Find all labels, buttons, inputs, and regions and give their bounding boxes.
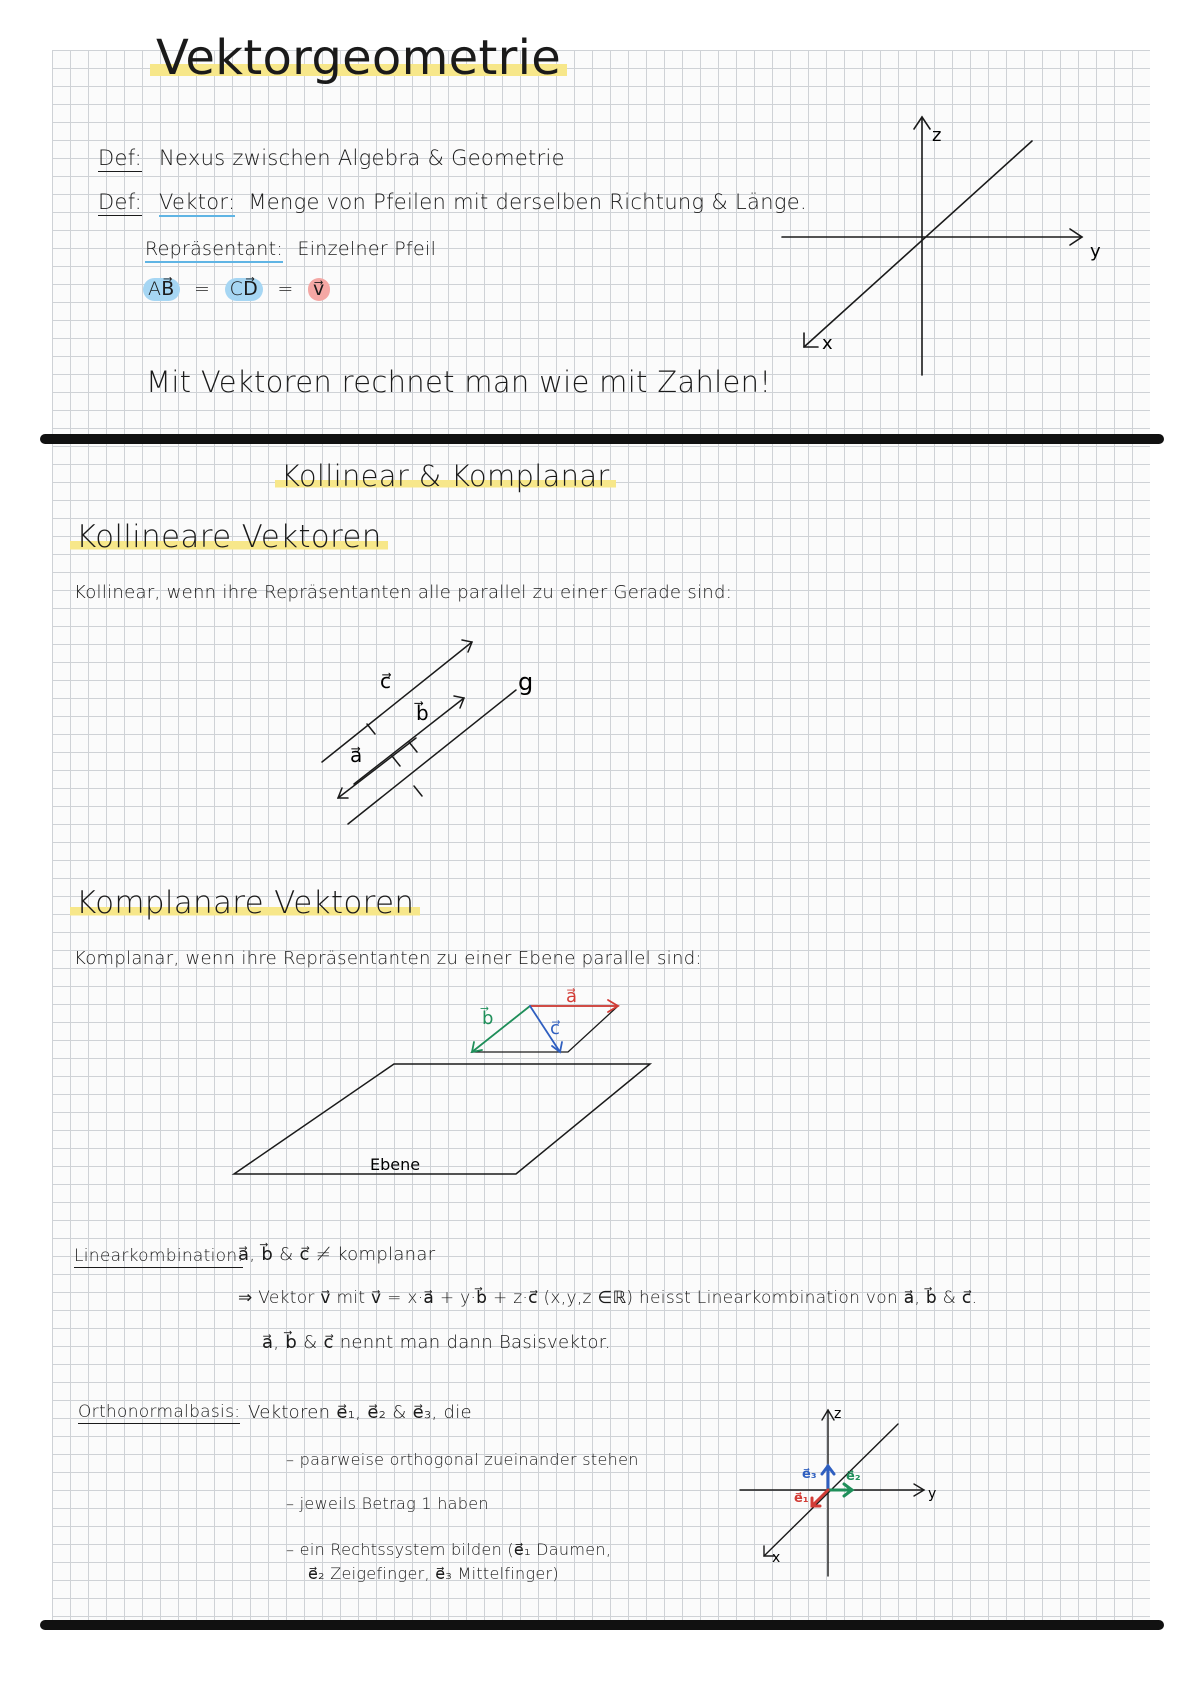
representant-line	[145, 240, 436, 259]
kollinear-text: Kollinear, wenn ihre Repräsentanten alle parallel zu einer Gerade sind:	[74, 582, 733, 603]
equals-sign-1: =	[193, 278, 211, 300]
ortho-bullet-3: – ein Rechtssystem bilden (e⃗₁ Daumen,	[286, 1540, 612, 1559]
rep-text: Einzelner Pfeil	[297, 238, 437, 260]
rep-term: Repräsentant:	[145, 238, 283, 263]
label-e3: e⃗₃	[802, 1467, 817, 1482]
label-b-green: b⃗	[482, 1008, 494, 1029]
def2-label: Def:	[98, 190, 143, 214]
linear-line-2: ⇒ Vektor v⃗ mit v⃗ = x·a⃗ + y·b⃗ + z·c⃗ (x,y,z ∈ℝ) heisst Linearkombination von a⃗, b⃗ & c⃗.	[238, 1288, 978, 1308]
vector-v: v⃗	[308, 278, 330, 301]
plane-ebene	[234, 1064, 650, 1174]
def1-label: Def:	[98, 146, 143, 170]
axis-label-z: z	[932, 125, 942, 146]
vector-equality	[143, 278, 330, 301]
ortho-bullet-4: e⃗₂ Zeigefinger, e⃗₃ Mittelfinger)	[308, 1564, 559, 1583]
vector-cd: CD⃗	[225, 278, 264, 301]
linear-label-text: Linearkombination:	[74, 1246, 244, 1266]
divider-top	[40, 434, 1164, 444]
axis-label-y-small: y	[928, 1486, 937, 1502]
komplanar-text: Komplanar, wenn ihre Repräsentanten zu einer Ebene parallel sind:	[74, 948, 702, 969]
label-ebene: Ebene	[370, 1155, 421, 1174]
orthonormal-axes	[738, 1404, 948, 1584]
page-title: Vektorgeometrie	[150, 34, 567, 82]
x-axis	[804, 141, 1032, 347]
ortho-bullet-2: – jeweils Betrag 1 haben	[286, 1494, 489, 1513]
definition-2	[98, 192, 807, 213]
def2-text: Menge von Pfeilen mit derselben Richtung & Länge.	[248, 190, 807, 214]
linear-line-1: a⃗, b⃗ & c⃗ ≠ komplanar	[238, 1244, 436, 1265]
coordinate-axes-3d	[770, 105, 1110, 385]
label-a: a⃗	[350, 743, 363, 767]
label-b: b⃗	[416, 701, 429, 725]
line-g	[348, 690, 516, 824]
axis-label-x: x	[822, 333, 833, 354]
komplanar-heading: Komplanare Vektoren	[70, 888, 420, 919]
komplanar-diagram	[230, 986, 680, 1190]
kollinear-diagram	[320, 630, 550, 830]
label-g: g	[518, 668, 534, 696]
label-c: c⃗	[380, 669, 391, 693]
axis-label-y: y	[1090, 241, 1101, 262]
vector-b-line	[354, 698, 464, 784]
def1-text: Nexus zwischen Algebra & Geometrie	[159, 146, 565, 170]
divider-bottom	[40, 1620, 1164, 1630]
e-vector-red	[812, 1490, 828, 1506]
label-c-blue: c⃗	[550, 1018, 560, 1039]
equals-sign-2: =	[277, 278, 294, 300]
vector-b-green	[472, 1006, 530, 1052]
axis-label-z-small: z	[834, 1406, 842, 1422]
section-heading: Kollinear & Komplanar	[275, 462, 616, 491]
ortho-label-text: Orthonormalbasis:	[78, 1402, 241, 1422]
definition-1	[98, 148, 565, 169]
ortho-intro: Vektoren e⃗₁, e⃗₂ & e⃗₃, die	[248, 1402, 472, 1423]
remark-text: Mit Vektoren rechnet man wie mit Zahlen!	[146, 365, 772, 399]
linear-label	[74, 1248, 243, 1265]
label-a-red: a⃗	[566, 986, 578, 1007]
ortho-label	[78, 1404, 240, 1421]
def2-term: Vektor:	[159, 190, 235, 217]
axis-label-x-small: x	[772, 1550, 781, 1566]
linear-line-3: a⃗, b⃗ & c⃗ nennt man dann Basisvektor.	[262, 1332, 611, 1353]
ortho-bullet-1: – paarweise orthogonal zueinander stehen	[286, 1450, 639, 1469]
label-e1: e⃗₁	[794, 1491, 809, 1506]
vector-ab: AB⃗	[143, 278, 180, 301]
label-e2: e⃗₂	[846, 1469, 861, 1484]
kollinear-heading: Kollineare Vektoren	[70, 522, 388, 553]
